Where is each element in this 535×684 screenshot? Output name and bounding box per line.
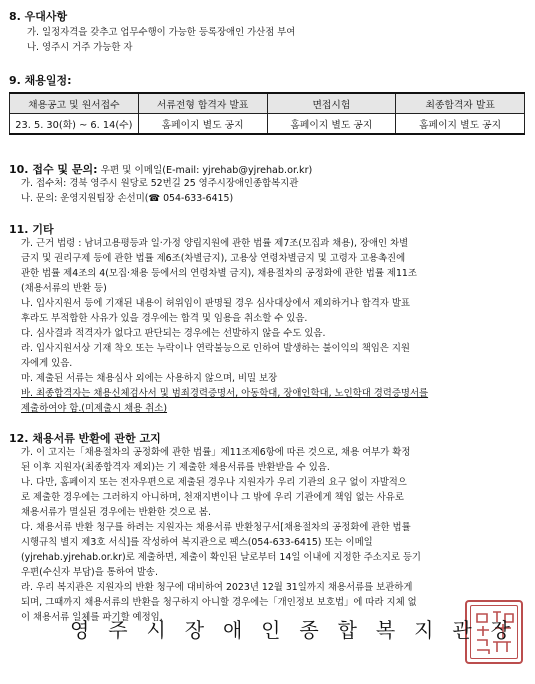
schedule-header-cell: 채용공고 및 원서접수 [10, 93, 139, 114]
org-char: 주 [108, 618, 128, 642]
s11-line: 자에게 있음. [21, 358, 73, 369]
org-char: 복 [375, 618, 396, 642]
s11-underlined-line: 바. 최종합격자는 채용신체검사서 및 범죄경력증명서, 아동학대, 장애인학대, 노인학대 경력증명서를 [21, 388, 429, 399]
s11-line: 나. 입사지원서 등에 기재된 내용이 허위임이 판명될 경우 심사대상에서 제외하거나 합격자 발표 [21, 298, 410, 309]
org-char: 영 [70, 618, 90, 642]
org-char: 인 [261, 618, 281, 642]
s12-line: 우편(수신자 부담)을 통하여 발송. [21, 567, 158, 578]
s12-line: (yjrehab.yjrehab.or.kr)로 제출하면, 제출이 확인된 날로부터 14일 이내에 지정한 주소지로 등기 [21, 552, 421, 563]
schedule-cell: 23. 5. 30(화) ~ 6. 14(수) [10, 114, 139, 135]
s11-underlined-line: 제출하여야 함.(미제출시 채용 취소) [21, 403, 168, 414]
schedule-table [9, 92, 525, 135]
s12-line: 로 제출한 경우에는 그러하지 아니하며, 천재지변이나 그 밖에 우리 기관에게 책임 없는 사유로 [21, 492, 404, 503]
section-10-label: 10. 접수 및 문의: [9, 163, 98, 176]
org-char: 장 [490, 618, 510, 642]
section-8-title: 8. 우대사항 [9, 10, 68, 23]
org-char: 애 [222, 618, 243, 642]
org-char: 장 [184, 618, 205, 642]
s11-line: 가. 근거 법령 : 남녀고용평등과 일·가정 양립지원에 관한 법률 제7조(모집과 채용), 장애인 차별 [21, 238, 409, 249]
s11-line: 라. 입사지원서상 기재 착오 또는 누락이나 연락불능으로 인하여 발생하는 불이익의 책임은 지원 [21, 343, 410, 354]
section-11-title: 11. 기타 [9, 223, 54, 236]
org-char: 시 [146, 618, 166, 642]
s10-item-2: 나. 문의: 운영지원팀장 손선미(☎ 054-633-6415) [21, 193, 234, 204]
s12-line: 가. 이 고지는「채용절차의 공정화에 관한 법률」제11조제6항에 따른 것으로, 채용 여부가 확정 [21, 447, 411, 458]
s12-line: 이 채용서류 일체를 파기할 예정임. [21, 612, 163, 623]
org-char: 종 [299, 618, 319, 642]
s12-line: 되며, 그때까지 채용서류의 반환을 청구하지 아니할 경우에는「개인정보 보호법」에 따라 지체 없 [21, 597, 417, 608]
section-12-title: 12. 채용서류 반환에 관한 고지 [9, 432, 161, 445]
schedule-header-row [10, 93, 525, 114]
schedule-header-cell: 서류전형 합격자 발표 [138, 93, 267, 114]
section-10-title [9, 161, 312, 177]
s11-line: 금지 및 권리구제 등에 관한 법률 제6조(차별금지), 고용상 연령차별금지 및 고령자 고용촉진에 [21, 253, 406, 264]
schedule-cell: 홈페이지 별도 공지 [138, 114, 267, 135]
org-char: 지 [414, 618, 434, 642]
schedule-cell: 홈페이지 별도 공지 [267, 114, 396, 135]
org-char: 합 [337, 618, 357, 642]
s11-line: 후라도 부적합한 사유가 있을 경우에는 합격 및 임용을 취소할 수 있음. [21, 313, 308, 324]
s11-line: (채용서류의 반환 등) [21, 283, 107, 294]
s11-line: 관한 법률 제4조의 4(모집·채용 등에서의 연령차별 금지), 채용절차의 공정화에 관한 법률 제11조 [21, 268, 417, 279]
schedule-cell: 홈페이지 별도 공지 [396, 114, 525, 135]
s8-item-2: 나. 영주시 거주 가능한 자 [27, 42, 133, 53]
section-9-title: 9. 채용일정: [9, 74, 72, 87]
schedule-header-cell: 면접시험 [267, 93, 396, 114]
schedule-header-cell: 최종합격자 발표 [396, 93, 525, 114]
s12-line: 다. 채용서류 반환 청구를 하려는 지원자는 채용서류 반환청구서[채용절차의 공정화에 관한 법률 [21, 522, 411, 533]
section-10-contact: 우편 및 이메일(E-mail: yjrehab@yjrehab.or.kr) [97, 165, 313, 176]
s11-line: 다. 심사결과 적격자가 없다고 판단되는 경우에는 선발하지 않을 수도 있음. [21, 328, 326, 339]
s12-line: 채용서류가 멸실된 경우에는 반환한 것으로 봄. [21, 507, 211, 518]
s12-line: 라. 우리 복지관은 지원자의 반환 청구에 대비하여 2023년 12월 31일까지 채용서류를 보관하게 [21, 582, 413, 593]
s12-line: 시행규칙 별지 제3호 서식]를 작성하여 복지관으로 팩스(054-633-6415) 또는 이메일 [21, 537, 373, 548]
schedule-row [10, 114, 525, 135]
org-char: 관 [452, 618, 472, 642]
organization-signature [70, 614, 510, 643]
s8-item-1: 가. 일정자격을 갖추고 업무수행이 가능한 등록장애인 가산점 부여 [27, 27, 296, 38]
s11-line: 마. 제출된 서류는 채용심사 외에는 사용하지 않으며, 비밀 보장 [21, 373, 278, 384]
s12-line: 나. 다만, 홈페이지 또는 전자우편으로 제출된 경우나 지원자가 우리 기관의 요구 없이 자발적으 [21, 477, 407, 488]
s12-line: 된 이후 지원자(최종합격자 제외)는 기 제출한 채용서류를 반환받을 수 있음. [21, 462, 330, 473]
s10-item-1: 가. 접수처: 경북 영주시 원당로 52번길 25 영주시장애인종합복지관 [21, 178, 299, 189]
